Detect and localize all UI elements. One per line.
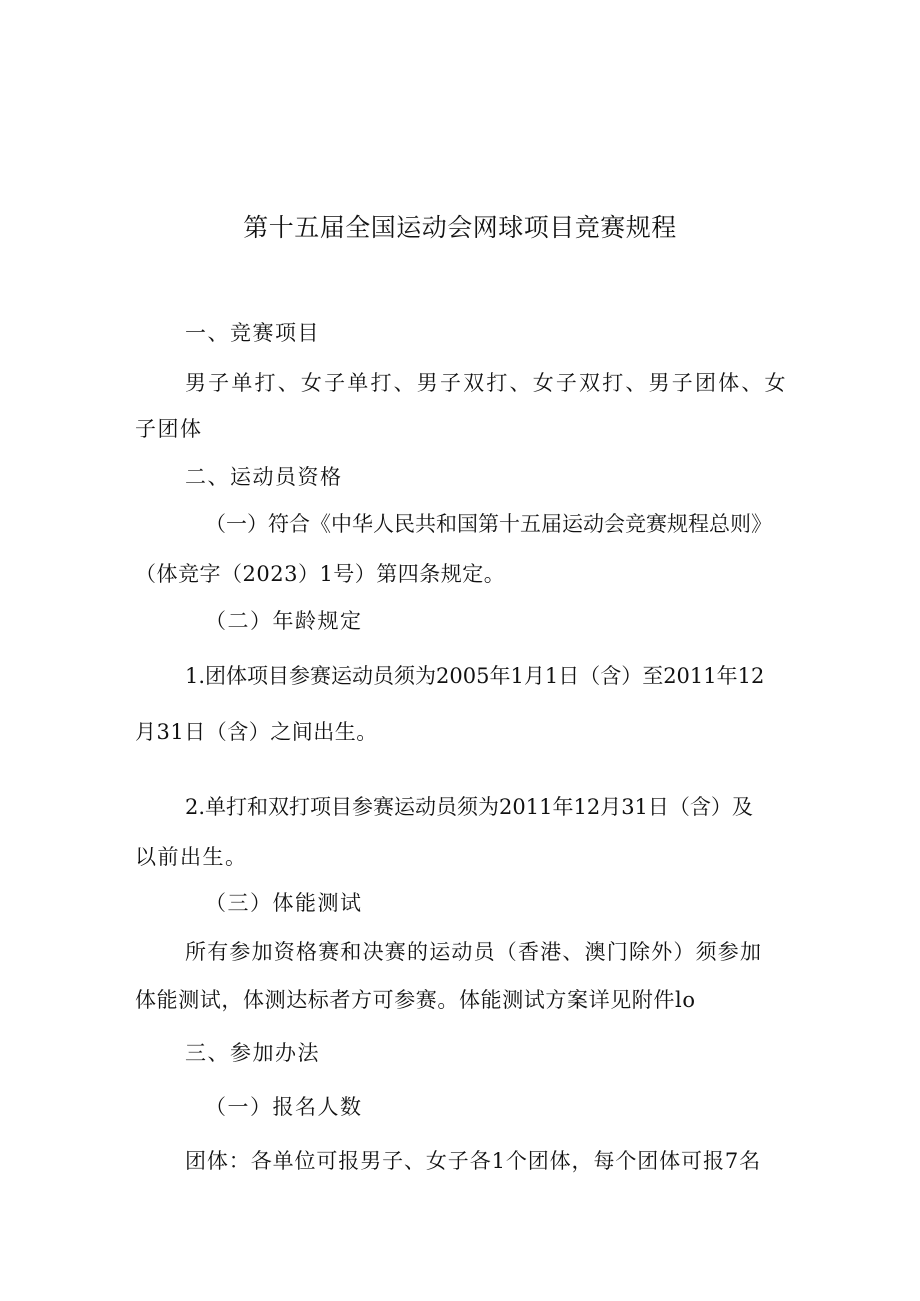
paragraph-line: 所有参加资格赛和决赛的运动员（香港、澳门除外）须参加 [185,940,763,964]
paragraph-line: 1.团体项目参赛运动员须为2005年1月1日（含）至2011年12 [185,664,765,688]
section-heading-participation: 三、参加办法 [185,1041,320,1065]
paragraph-line: （体竞字（2023）1号）第四条规定。 [135,562,506,586]
section-heading-events: 一、竞赛项目 [185,321,320,345]
paragraph-line: 子团体 [135,417,203,441]
paragraph-line: 体能测试，体测达标者方可参赛。体能测试方案详见附件lo [135,988,696,1012]
subsection-heading-entries: （一）报名人数 [205,1095,363,1119]
subsection-heading-fitness: （三）体能测试 [205,891,363,915]
paragraph-line: 以前出生。 [135,845,248,869]
paragraph-line: 团体：各单位可报男子、女子各1个团体，每个团体可报7名 [185,1149,762,1173]
section-heading-eligibility: 二、运动员资格 [185,465,343,489]
paragraph-line: 男子单打、女子单打、男子双打、女子双打、男子团体、女 [185,371,787,395]
paragraph-line: 2.单打和双打项目参赛运动员须为2011年12月31日（含）及 [185,795,753,819]
subsection-heading-age: （二）年龄规定 [205,609,363,633]
document-title: 第十五届全国运动会网球项目竞赛规程 [243,213,677,242]
paragraph-line: 月31日（含）之间出生。 [135,720,378,744]
paragraph-line: （一）符合《中华人民共和国第十五届运动会竞赛规程总则》 [205,512,772,536]
